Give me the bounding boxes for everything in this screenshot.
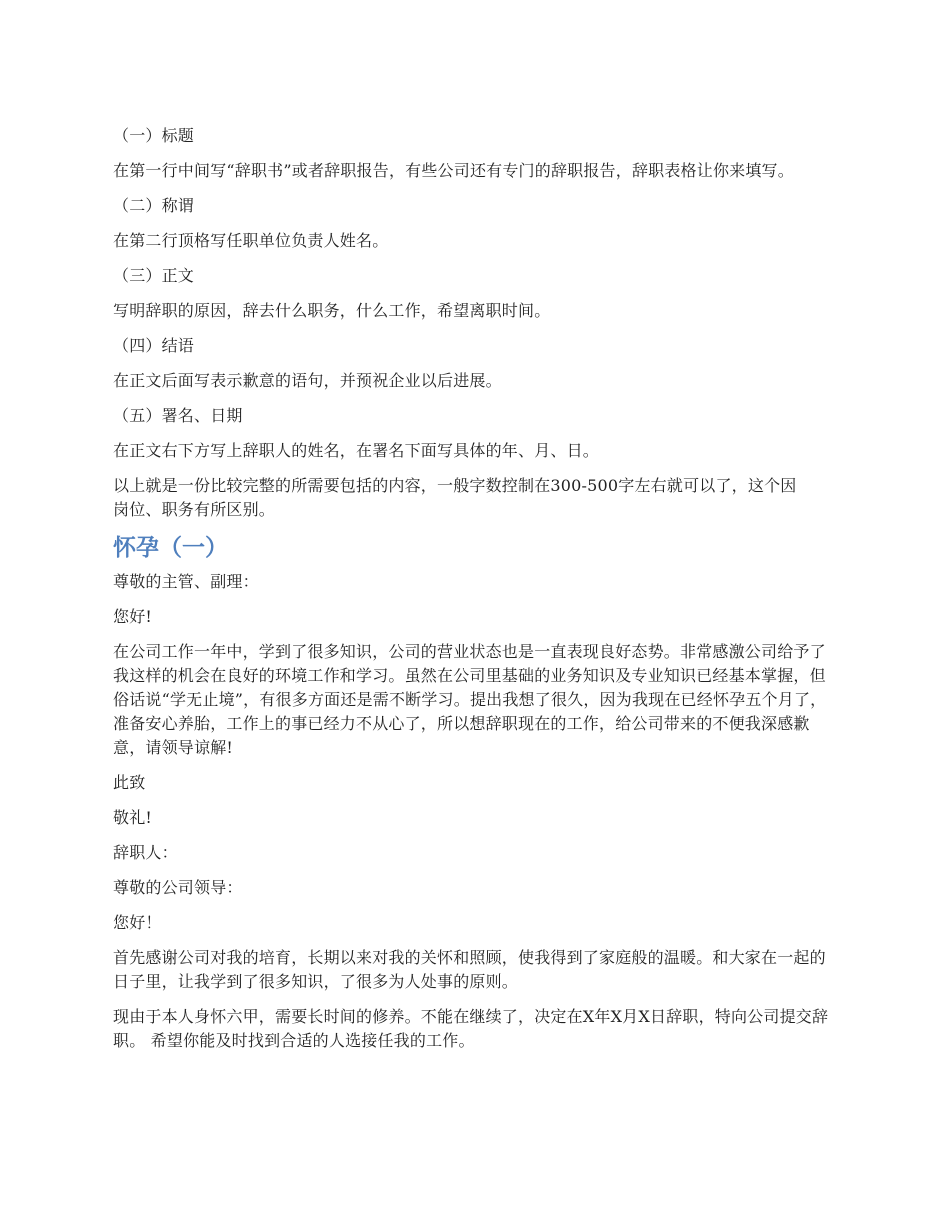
paragraph: 以上就是一份比较完整的所需要包括的内容，一般字数控制在300-500字左右就可以了，这个因岗位、职务有所区别。 (113, 476, 797, 519)
section-title-2: （二）称谓 (113, 196, 195, 215)
signature-label: 辞职人： (113, 843, 178, 862)
greeting: 您好! (113, 607, 153, 626)
closing-regards: 敬礼! (113, 808, 153, 827)
paragraph: 在第二行顶格写任职单位负责人姓名。 (113, 231, 389, 250)
paragraph: 写明辞职的原因，辞去什么职务，什么工作，希望离职时间。 (113, 301, 551, 320)
section-heading: 怀孕（一） (113, 535, 228, 561)
section-title-4: （四）结语 (113, 336, 195, 355)
section-title-3: （三）正文 (113, 266, 195, 285)
letter-body: 在公司工作一年中，学到了很多知识，公司的营业状态也是一直表现良好态势。非常感激公司给予了我这样的机会在良好的环境工作和学习。虽然在公司里基础的业务知识及专业知识已经基本掌握，但俗话说“学无止境”，有很多方面还是需不断学习。提出我想了很久，因为我现在已经怀孕五个月了，准备安心养胎，工作上的事已经力不从心了，所以想辞职现在的工作，给公司带来的不便我深感歉意，请领导谅解! (113, 642, 827, 757)
salutation: 尊敬的公司领导： (113, 878, 243, 897)
paragraph: 在第一行中间写“辞职书”或者辞职报告，有些公司还有专门的辞职报告，辞职表格让你来填写。 (113, 161, 794, 180)
closing: 此致 (113, 773, 146, 792)
section-title-1: （一）标题 (113, 126, 195, 145)
greeting: 您好！ (113, 913, 162, 932)
paragraph: 在正文后面写表示歉意的语句，并预祝企业以后进展。 (113, 371, 502, 390)
paragraph: 在正文右下方写上辞职人的姓名，在署名下面写具体的年、月、日。 (113, 441, 600, 460)
letter-body: 首先感谢公司对我的培育，长期以来对我的关怀和照顾，使我得到了家庭般的温暖。和大家在一起的日子里，让我学到了很多知识，了很多为人处事的原则。 (113, 948, 826, 991)
salutation: 尊敬的主管、副理： (113, 572, 259, 591)
letter-body: 现由于本人身怀六甲，需要长时间的修养。不能在继续了，决定在X年X月X日辞职，特向公司提交辞职。 希望你能及时找到合适的人选接任我的工作。 (113, 1007, 829, 1050)
section-title-5: （五）署名、日期 (113, 406, 243, 425)
